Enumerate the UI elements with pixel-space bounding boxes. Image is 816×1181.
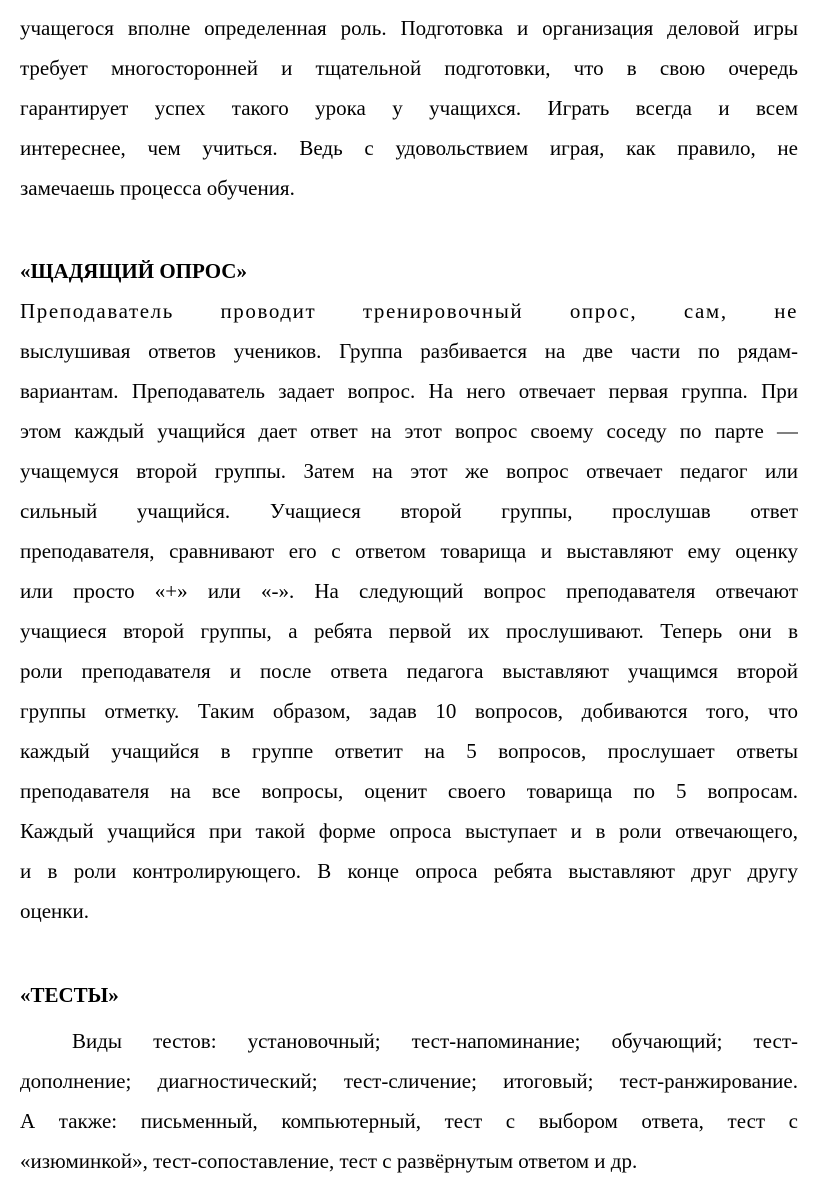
intro-line: замечаешь процесса обучения.	[20, 176, 295, 200]
paragraph-line: группы отметку. Таким образом, задав 10 вопросов, добиваются того, что	[20, 699, 798, 723]
paragraph-line: этом каждый учащийся дает ответ на этот вопрос своему соседу по парте —	[20, 419, 798, 443]
paragraph-line: и в роли контролирующего. В конце опроса ребята выставляют друг другу	[20, 859, 798, 883]
paragraph-line: А также: письменный, компьютерный, тест с выбором ответа, тест с	[20, 1109, 798, 1133]
intro-line: учащегося вполне определенная роль. Подготовка и организация деловой игры	[20, 16, 798, 40]
paragraph-line: дополнение; диагностический; тест-сличение; итоговый; тест-ранжирование.	[20, 1069, 798, 1093]
tests-paragraph	[20, 1021, 798, 1181]
intro-paragraph	[20, 8, 798, 208]
paragraph-line: Каждый учащийся при такой форме опроса выступает и в роли отвечающего,	[20, 819, 798, 843]
intro-line: интереснее, чем учиться. Ведь с удовольствием играя, как правило, не	[20, 136, 798, 160]
gentle-survey-paragraph	[20, 291, 798, 931]
paragraph-line: оценки.	[20, 899, 89, 923]
intro-line: требует многосторонней и тщательной подготовки, что в свою очередь	[20, 56, 798, 80]
paragraph-line: вариантам. Преподаватель задает вопрос. На него отвечает первая группа. При	[20, 379, 798, 403]
paragraph-line: преподавателя, сравнивают его с ответом товарища и выставляют ему оценку	[20, 539, 798, 563]
paragraph-line: учащемуся второй группы. Затем на этот же вопрос отвечает педагог или	[20, 459, 798, 483]
paragraph-line: выслушивая ответов учеников. Группа разбивается на две части по рядам-	[20, 339, 798, 363]
paragraph-line: сильный учащийся. Учащиеся второй группы, прослушав ответ	[20, 499, 798, 523]
paragraph-line: роли преподавателя и после ответа педагога выставляют учащимся второй	[20, 659, 798, 683]
paragraph-line: «изюминкой», тест-сопоставление, тест с развёрнутым ответом и др.	[20, 1149, 638, 1173]
paragraph-line: Виды тестов: установочный; тест-напоминание; обучающий; тест-	[72, 1029, 798, 1053]
intro-line: гарантирует успех такого урока у учащихся. Играть всегда и всем	[20, 96, 798, 120]
paragraph-line: каждый учащийся в группе ответит на 5 вопросов, прослушает ответы	[20, 739, 798, 763]
paragraph-line: Преподаватель проводит тренировочный опрос, сам, не	[20, 299, 798, 323]
section-heading-tests: «ТЕСТЫ»	[20, 983, 119, 1007]
paragraph-line: учащиеся второй группы, а ребята первой их прослушивают. Теперь они в	[20, 619, 798, 643]
paragraph-line: преподавателя на все вопросы, оценит своего товарища по 5 вопросам.	[20, 779, 798, 803]
section-heading-gentle-survey: «ЩАДЯЩИЙ ОПРОС»	[20, 259, 247, 283]
paragraph-line: или просто «+» или «-». На следующий вопрос преподавателя отвечают	[20, 579, 798, 603]
